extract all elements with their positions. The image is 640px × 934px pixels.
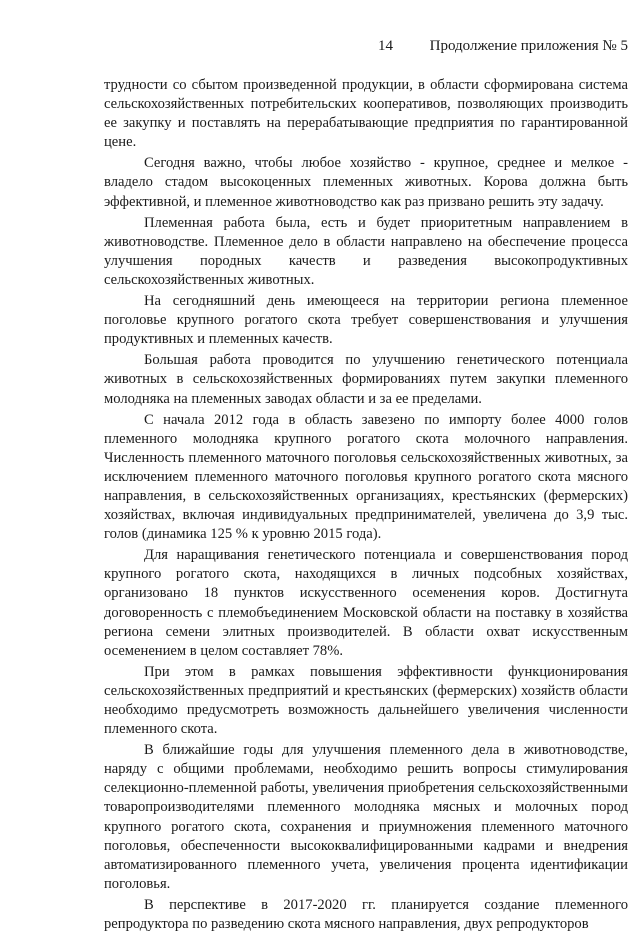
- paragraph: В перспективе в 2017-2020 гг. планируется создание племенного репродуктора по разведению скота мясного направления, двух репродукторов: [104, 896, 628, 933]
- paragraph: трудности со сбытом произведенной продукции, в области сформирована система сельскохозяйственных потребительских кооперативов, позволяющих производить ее закупку и поставлять на перерабатывающие предприятия по гарантированной цене.: [104, 77, 628, 151]
- paragraph: Для наращивания генетического потенциала и совершенствования пород крупного рогатого скота, находящихся в личных подсобных хозяйствах, организовано 18 пунктов искусственного осеменения коров. Достигнута договоренность с племобъединением Московской области на поставку в хозяйства региона семени элитных производителей. В области охват искусственным осеменением в целом составляет 78%.: [104, 547, 628, 659]
- paragraph: В ближайшие годы для улучшения племенного дела в животноводстве, наряду с общими проблемами, необходимо решить вопросы стимулирования селекционно-племенной работы, увеличения приобретения сельскохозяйственными товаропроизводителями племенного молодняка мясных и молочных пород крупного рогатого скота, сохранения и приумножения племенного маточного поголовья, обеспеченности высококвалифицированными кадрами и внедрения автоматизированного племенного учета, увеличения процента идентификации поголовья.: [104, 742, 628, 892]
- paragraph: Сегодня важно, чтобы любое хозяйство - крупное, среднее и мелкое - владело стадом высокоценных племенных животных. Корова должна быть эффективной, и племенное животноводство как раз призвано решить эту задачу.: [104, 155, 628, 210]
- document-body: [104, 76, 628, 934]
- paragraph: При этом в рамках повышения эффективности функционирования сельскохозяйственных предприятий и крестьянских (фермерских) хозяйств области необходимо предусмотреть возможность дальнейшего увеличения численности племенного скота.: [104, 663, 628, 738]
- paragraph: С начала 2012 года в область завезено по импорту более 4000 голов племенного молодняка крупного рогатого скота молочного направления. Численность племенного маточного поголовья сельскохозяйственных животных, за исключением племенного маточного поголовья крупного рогатого скота мясного направления, в сельскохозяйственных организациях, крестьянских (фермерских) хозяйствах, включая индивидуальных предпринимателей, увеличена до 3,9 тыс. голов (динамика 125 % к уровню 2015 года).: [104, 411, 628, 543]
- page-header: [0, 38, 640, 58]
- appendix-label: Продолжение приложения № 5: [429, 38, 628, 54]
- paragraph: Племенная работа была, есть и будет приоритетным направлением в животноводстве. Племенное дело в области направлено на обеспечение процесса улучшения породных качеств и разведения высокопродуктивных сельскохозяйственных животных.: [104, 214, 628, 288]
- paragraph: Большая работа проводится по улучшению генетического потенциала животных в сельскохозяйственных формированиях путем закупки племенного молодняка на племенных заводах области и за ее пределами.: [104, 352, 628, 407]
- paragraph: На сегодняшний день имеющееся на территории региона племенное поголовье крупного рогатого скота требует совершенствования и улучшения продуктивных и племенных качеств.: [104, 293, 628, 348]
- page-number: 14: [378, 38, 393, 54]
